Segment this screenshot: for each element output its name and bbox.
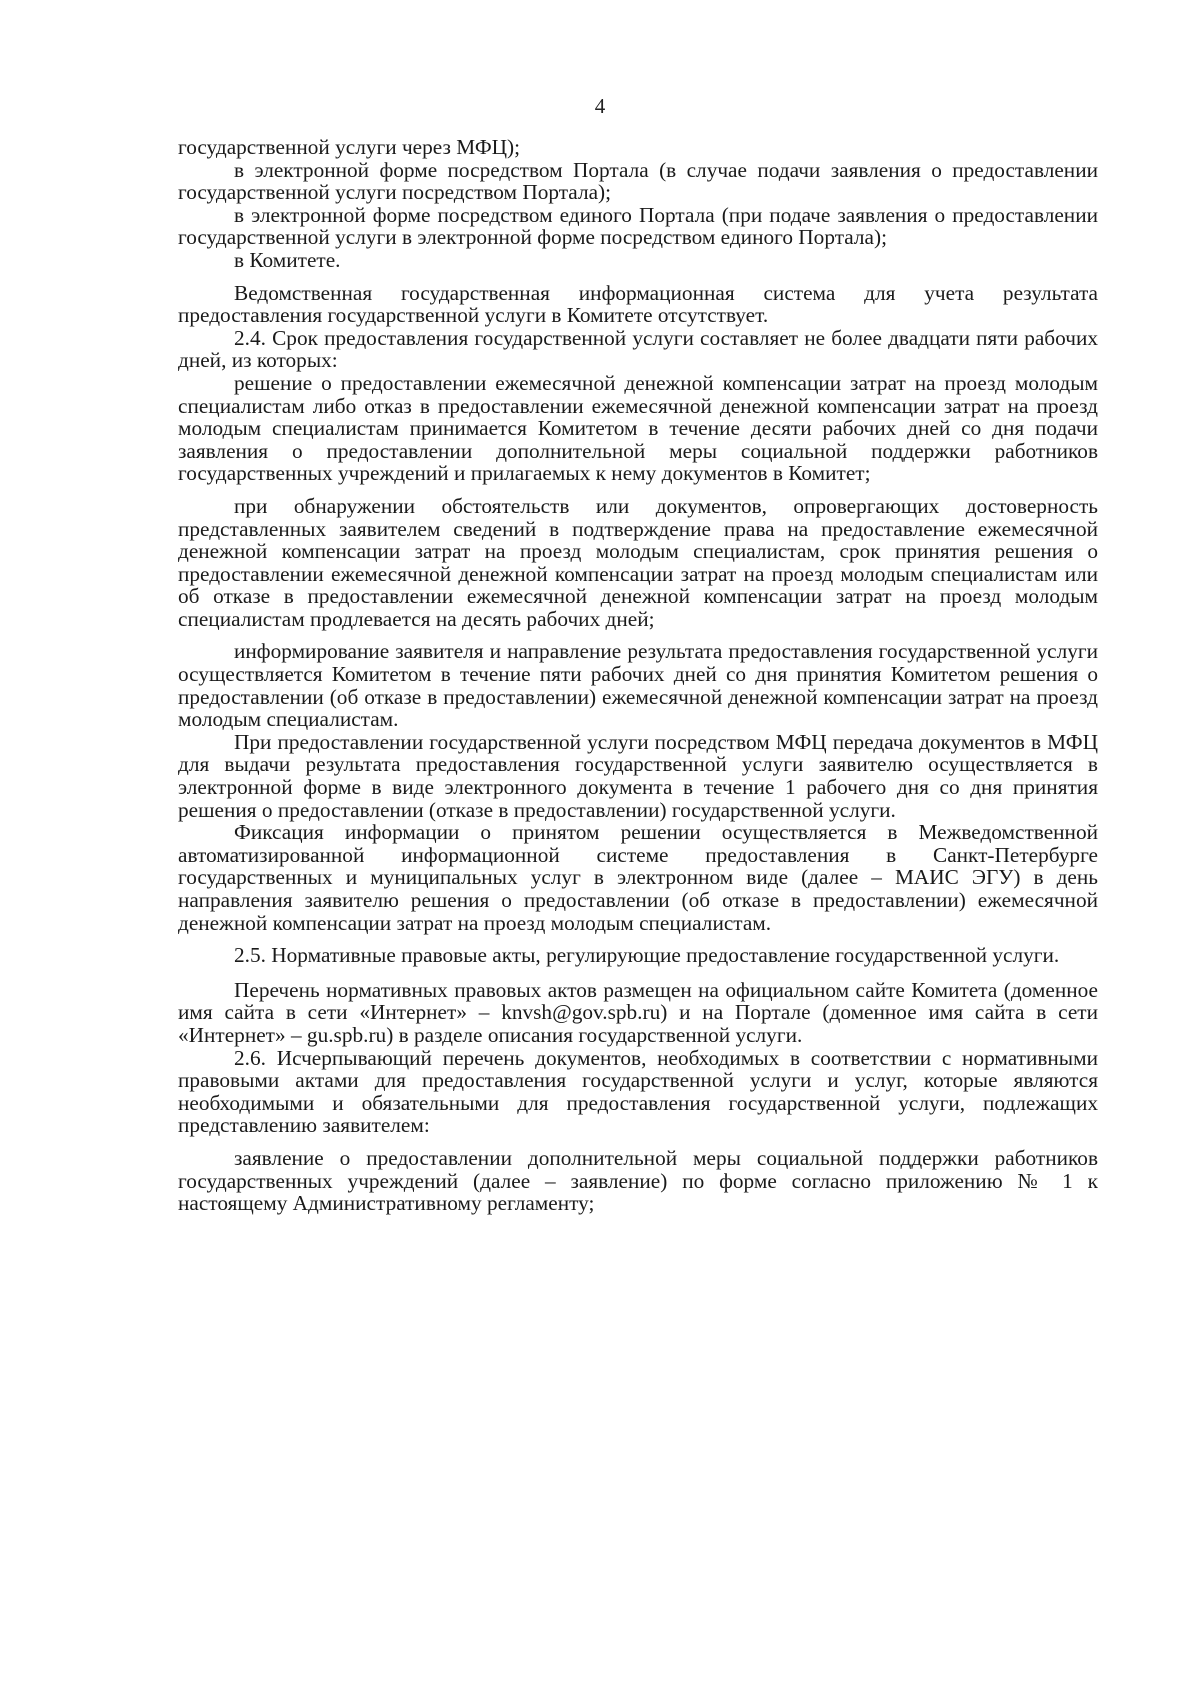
paragraph-section-2-4: 2.4. Срок предоставления государственной услуги составляет не более двадцати пяти рабочих дней, из которых:: [178, 325, 1098, 373]
paragraph-informing-applicant: информирование заявителя и направление результата предоставления государственной услуги осуществляется Комитетом в течение пяти рабочих дней со дня принятия Комитетом решения о предоставлении (об отказе в предоставлении) ежемесячной денежной компенсации затрат на проезд молодым специалистам.: [178, 639, 1098, 732]
paragraph-in-committee: в Комитете.: [234, 247, 341, 272]
paragraph-unified-portal: в электронной форме посредством единого Портала (при подаче заявления о предоставлении государственной услуги в электронной форме посредством единого Портала);: [178, 202, 1098, 250]
paragraph-mfc-continuation: государственной услуги через МФЦ);: [178, 135, 521, 159]
paragraph-fixation-mais: Фиксация информации о принятом решении осуществляется в Межведомственной автоматизированной информационной системе предоставления в Санкт-Петербурге государственных и муниципальных услуг в электронном виде (далее – МАИС ЭГУ) в день направления заявителю решения о предоставлении (об отказе в предоставлении) ежемесячной денежной компенсации затрат на проезд молодым специалистам.: [178, 820, 1098, 935]
paragraph-decision-term: решение о предоставлении ежемесячной денежной компенсации затрат на проезд молодым специалистам либо отказ в предоставлении ежемесячной денежной компенсации затрат на проезд молодым специалистам принимается Комитетом в течение десяти рабочих дней со дня подачи заявления о предоставлении дополнительной меры социальной поддержки работников государственных учреждений и прилагаемых к нему документов в Комитет;: [178, 370, 1098, 486]
paragraph-mfc-transfer: При предоставлении государственной услуги посредством МФЦ передача документов в МФЦ для выдачи результата предоставления государственной услуги заявителю осуществляется в электронной форме в виде электронного документа в течение 1 рабочего дня со дня принятия решения о предоставлении (отказе в предоставлении) государственной услуги.: [178, 729, 1098, 822]
paragraph-application-form: заявление о предоставлении дополнительной меры социальной поддержки работников государственных учреждений (далее – заявление) по форме согласно приложению № 1 к настоящему Административному регламенту;: [178, 1145, 1098, 1216]
paragraph-section-2-6: 2.6. Исчерпывающий перечень документов, необходимых в соответствии с нормативными правовыми актами для предоставления государственной услуги и услуг, которые являются необходимыми и обязательными для предоставления государственной услуги, подлежащих представлению заявителем:: [178, 1045, 1098, 1138]
paragraph-extension-term: при обнаружении обстоятельств или документов, опровергающих достоверность представленных заявителем сведений в подтверждение права на предоставление ежемесячной денежной компенсации затрат на проезд молодым специалистам, срок принятия решения о предоставлении ежемесячной денежной компенсации затрат на проезд молодым специалистам или об отказе в предоставлении ежемесячной денежной компенсации затрат на проезд молодым специалистам продлевается на десять рабочих дней;: [178, 493, 1098, 631]
page-number: 4: [594, 94, 606, 118]
paragraph-portal-electronic: в электронной форме посредством Портала (в случае подачи заявления о предоставлении государственной услуги посредством Портала);: [178, 157, 1098, 205]
paragraph-information-system: Ведомственная государственная информационная система для учета результата предоставления государственной услуги в Комитете отсутствует.: [178, 280, 1098, 328]
paragraph-section-2-5: 2.5. Нормативные правовые акты, регулирующие предоставление государственной услуги.: [234, 943, 1060, 968]
paragraph-legal-acts-list: Перечень нормативных правовых актов размещен на официальном сайте Комитета (доменное имя сайта в сети «Интернет» – knvsh@gov.spb.ru) и на Портале (доменное имя сайта в сети «Интернет» – gu.spb.ru) в разделе описания государственной услуги.: [178, 977, 1098, 1047]
document-body: [178, 136, 1098, 1215]
